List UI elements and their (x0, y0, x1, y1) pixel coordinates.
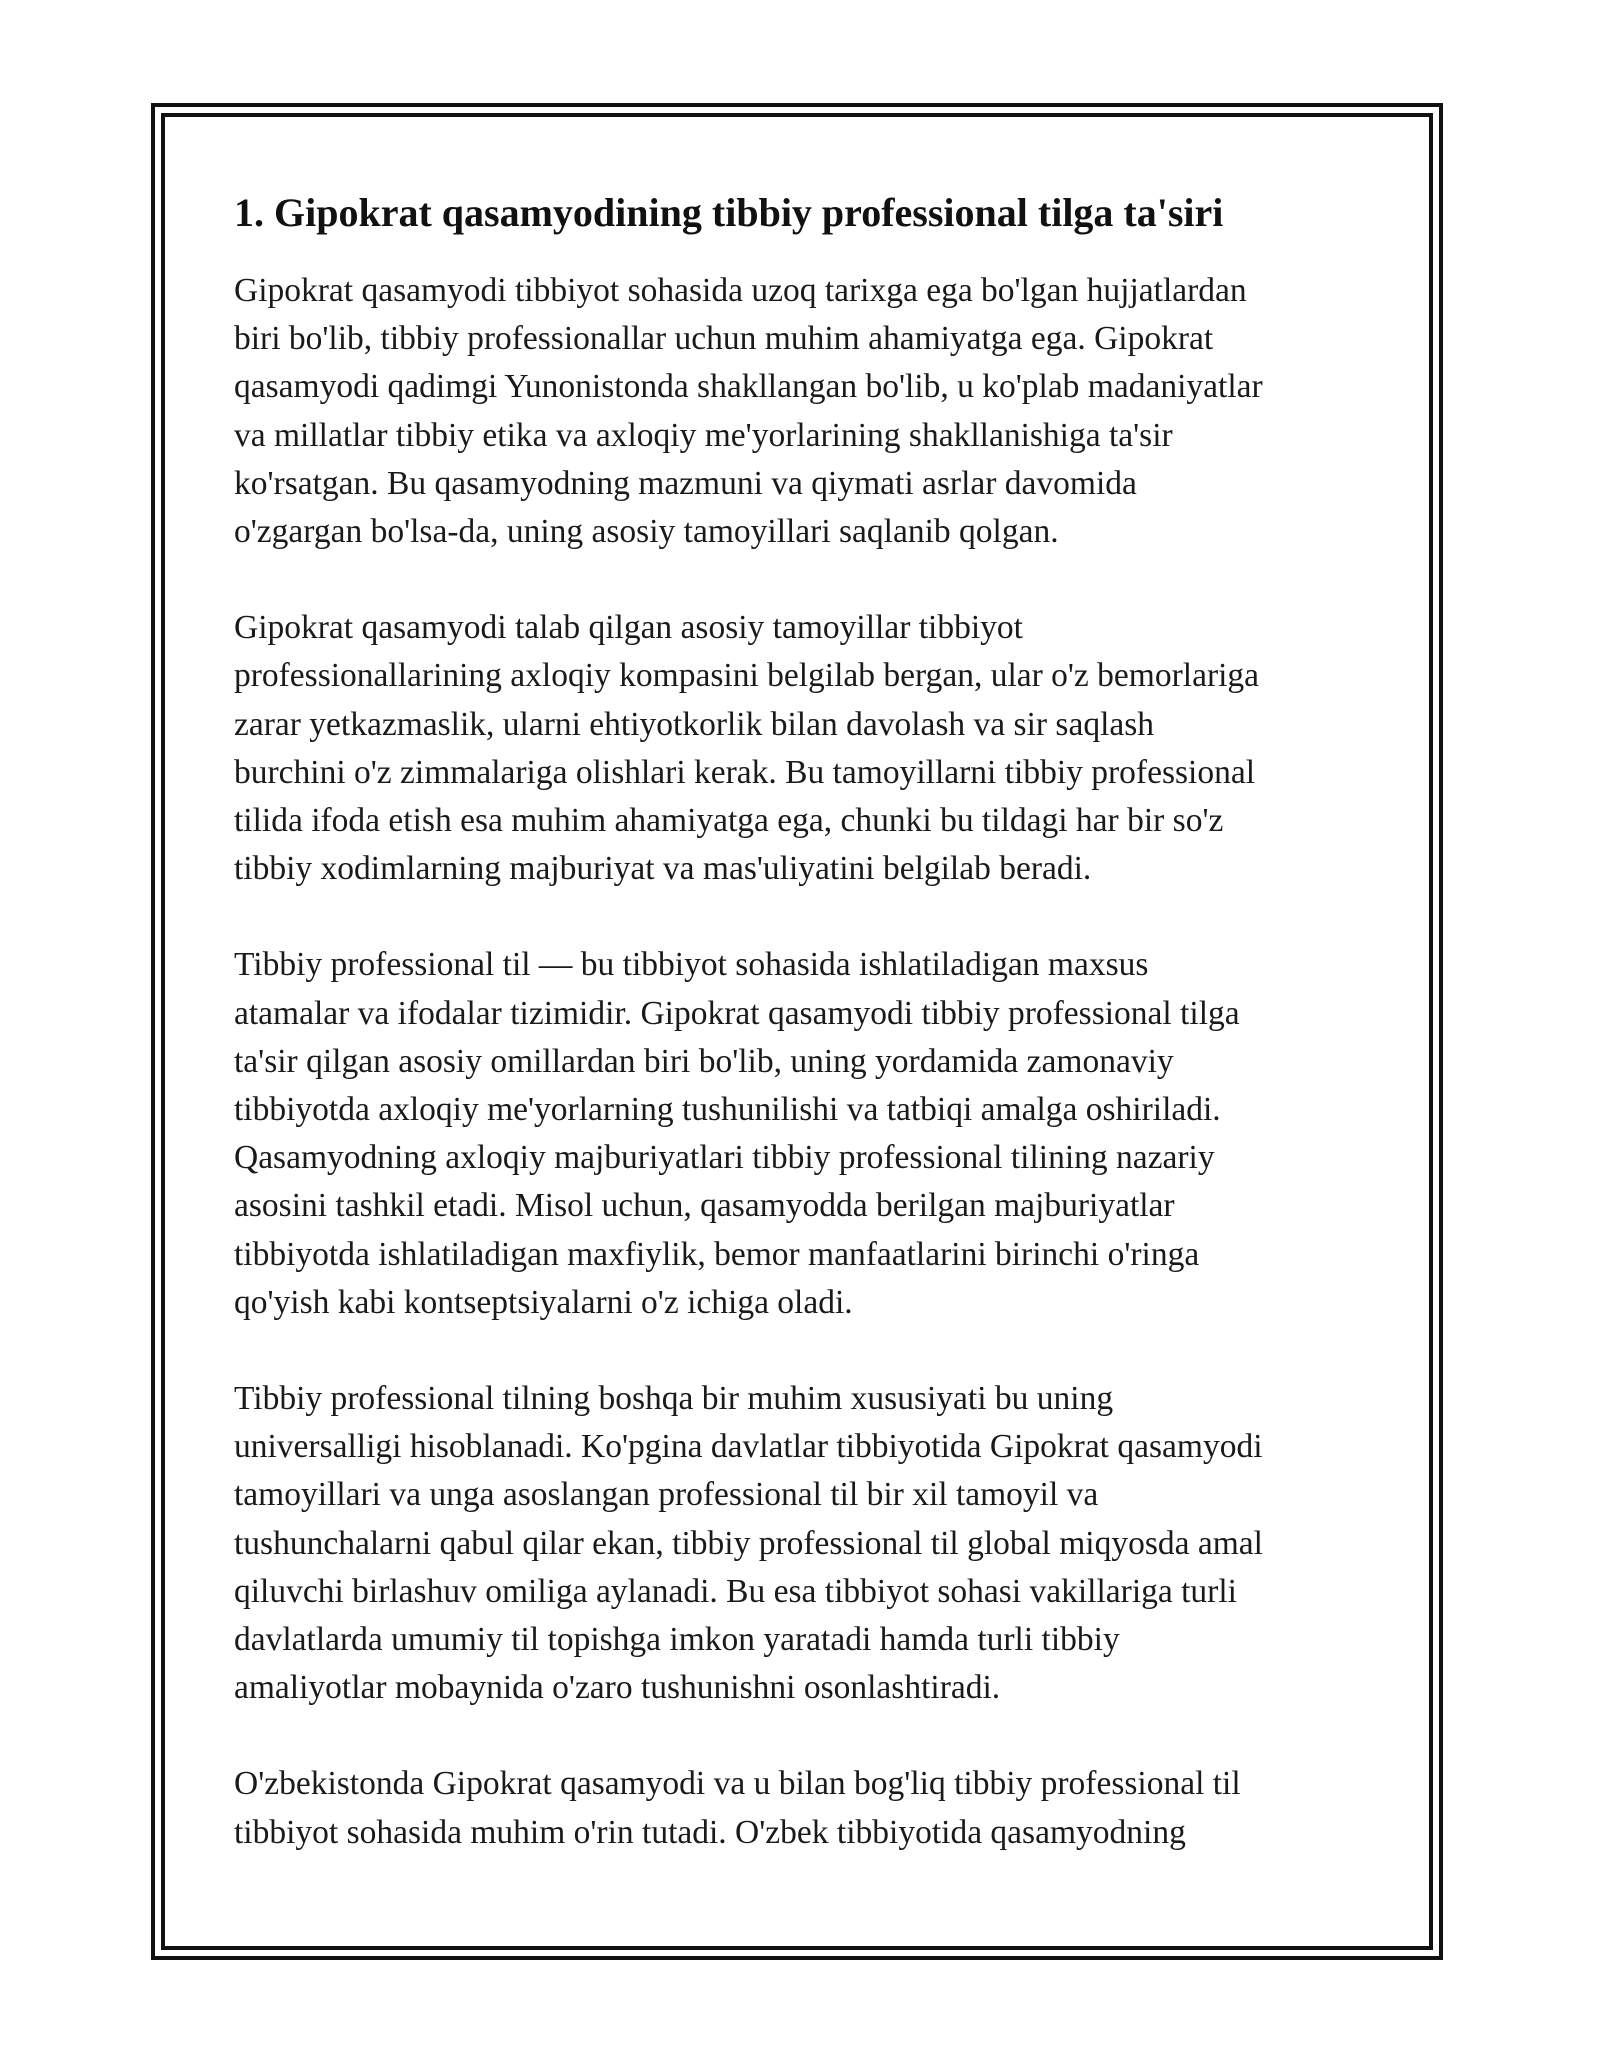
paragraph-line: qasamyodi qadimgi Yunonistonda shakllangan bo'lib, u ko'plab madaniyatlar (234, 368, 1263, 406)
paragraph-line: qiluvchi birlashuv omiliga aylanadi. Bu esa tibbiyot sohasi vakillariga turli (234, 1572, 1237, 1610)
paragraph-line: Qasamyodning axloqiy majburiyatlari tibbiy professional tilining nazariy (234, 1139, 1215, 1177)
paragraph-line: atamalar va ifodalar tizimidir. Gipokrat qasamyodi tibbiy professional tilga (234, 994, 1240, 1032)
document-body (234, 185, 1374, 1857)
paragraph-line: davlatlarda umumiy til topishga imkon yaratadi hamda turli tibbiy (234, 1621, 1120, 1659)
paragraph-line: amaliyotlar mobaynida o'zaro tushunishni osonlashtiradi. (234, 1669, 1001, 1707)
paragraph-line: ko'rsatgan. Bu qasamyodning mazmuni va qiymati asrlar davomida (234, 464, 1137, 502)
paragraph-line: Gipokrat qasamyodi talab qilgan asosiy tamoyillar tibbiyot (234, 609, 1023, 647)
paragraph-line: tibbiyotda axloqiy me'yorlarning tushunilishi va tatbiqi amalga oshiriladi. (234, 1091, 1221, 1129)
paragraph-line: asosini tashkil etadi. Misol uchun, qasamyodda berilgan majburiyatlar (234, 1187, 1175, 1225)
paragraph-line: Tibbiy professional tilning boshqa bir muhim xususiyati bu uning (234, 1380, 1114, 1418)
section-heading: 1. Gipokrat qasamyodining tibbiy professional tilga ta'siri (234, 190, 1224, 235)
paragraph-line: Gipokrat qasamyodi tibbiyot sohasida uzoq tarixga ega bo'lgan hujjatlardan (234, 272, 1247, 309)
paragraph-4 (234, 1375, 1374, 1712)
paragraph-line: tibbiyot sohasida muhim o'rin tutadi. O'zbek tibbiyotida qasamyodning (234, 1813, 1186, 1851)
paragraph-1 (234, 267, 1374, 556)
paragraph-line: tibbiy xodimlarning majburiyat va mas'uliyatini belgilab beradi. (234, 850, 1092, 888)
paragraph-5 (234, 1760, 1374, 1856)
paragraph-line: ta'sir qilgan asosiy omillardan biri bo'lib, uning yordamida zamonaviy (234, 1042, 1174, 1080)
paragraph-line: professionallarining axloqiy kompasini belgilab bergan, ular o'z bemorlariga (234, 657, 1260, 695)
paragraph-line: tushunchalarni qabul qilar ekan, tibbiy professional til global miqyosda amal (234, 1524, 1263, 1562)
paragraph-line: O'zbekistonda Gipokrat qasamyodi va u bilan bog'liq tibbiy professional til (234, 1765, 1241, 1803)
paragraph-line: tilida ifoda etish esa muhim ahamiyatga ega, chunki bu tildagi har bir so'z (234, 802, 1224, 840)
paragraph-line: va millatlar tibbiy etika va axloqiy me'yorlarining shakllanishiga ta'sir (234, 416, 1173, 454)
paragraph-3 (234, 941, 1374, 1327)
paragraph-line: o'zgargan bo'lsa-da, uning asosiy tamoyillari saqlanib qolgan. (234, 513, 1059, 551)
paragraph-2 (234, 604, 1374, 893)
paragraph-line: qo'yish kabi kontseptsiyalarni o'z ichiga oladi. (234, 1283, 853, 1321)
paragraph-line: tibbiyotda ishlatiladigan maxfiylik, bemor manfaatlarini birinchi o'ringa (234, 1235, 1200, 1273)
paragraph-line: burchini o'z zimmalariga olishlari kerak. Bu tamoyillarni tibbiy professional (234, 753, 1256, 791)
paragraph-line: universalligi hisoblanadi. Ko'pgina davlatlar tibbiyotida Gipokrat qasamyodi (234, 1428, 1263, 1466)
paragraph-line: zarar yetkazmaslik, ularni ehtiyotkorlik bilan davolash va sir saqlash (234, 705, 1155, 743)
paragraph-line: tamoyillari va unga asoslangan professional til bir xil tamoyil va (234, 1476, 1099, 1514)
paragraph-line: biri bo'lib, tibbiy professionallar uchun muhim ahamiyatga ega. Gipokrat (234, 320, 1214, 358)
paragraph-line: Tibbiy professional til — bu tibbiyot sohasida ishlatiladigan maxsus (234, 946, 1149, 984)
